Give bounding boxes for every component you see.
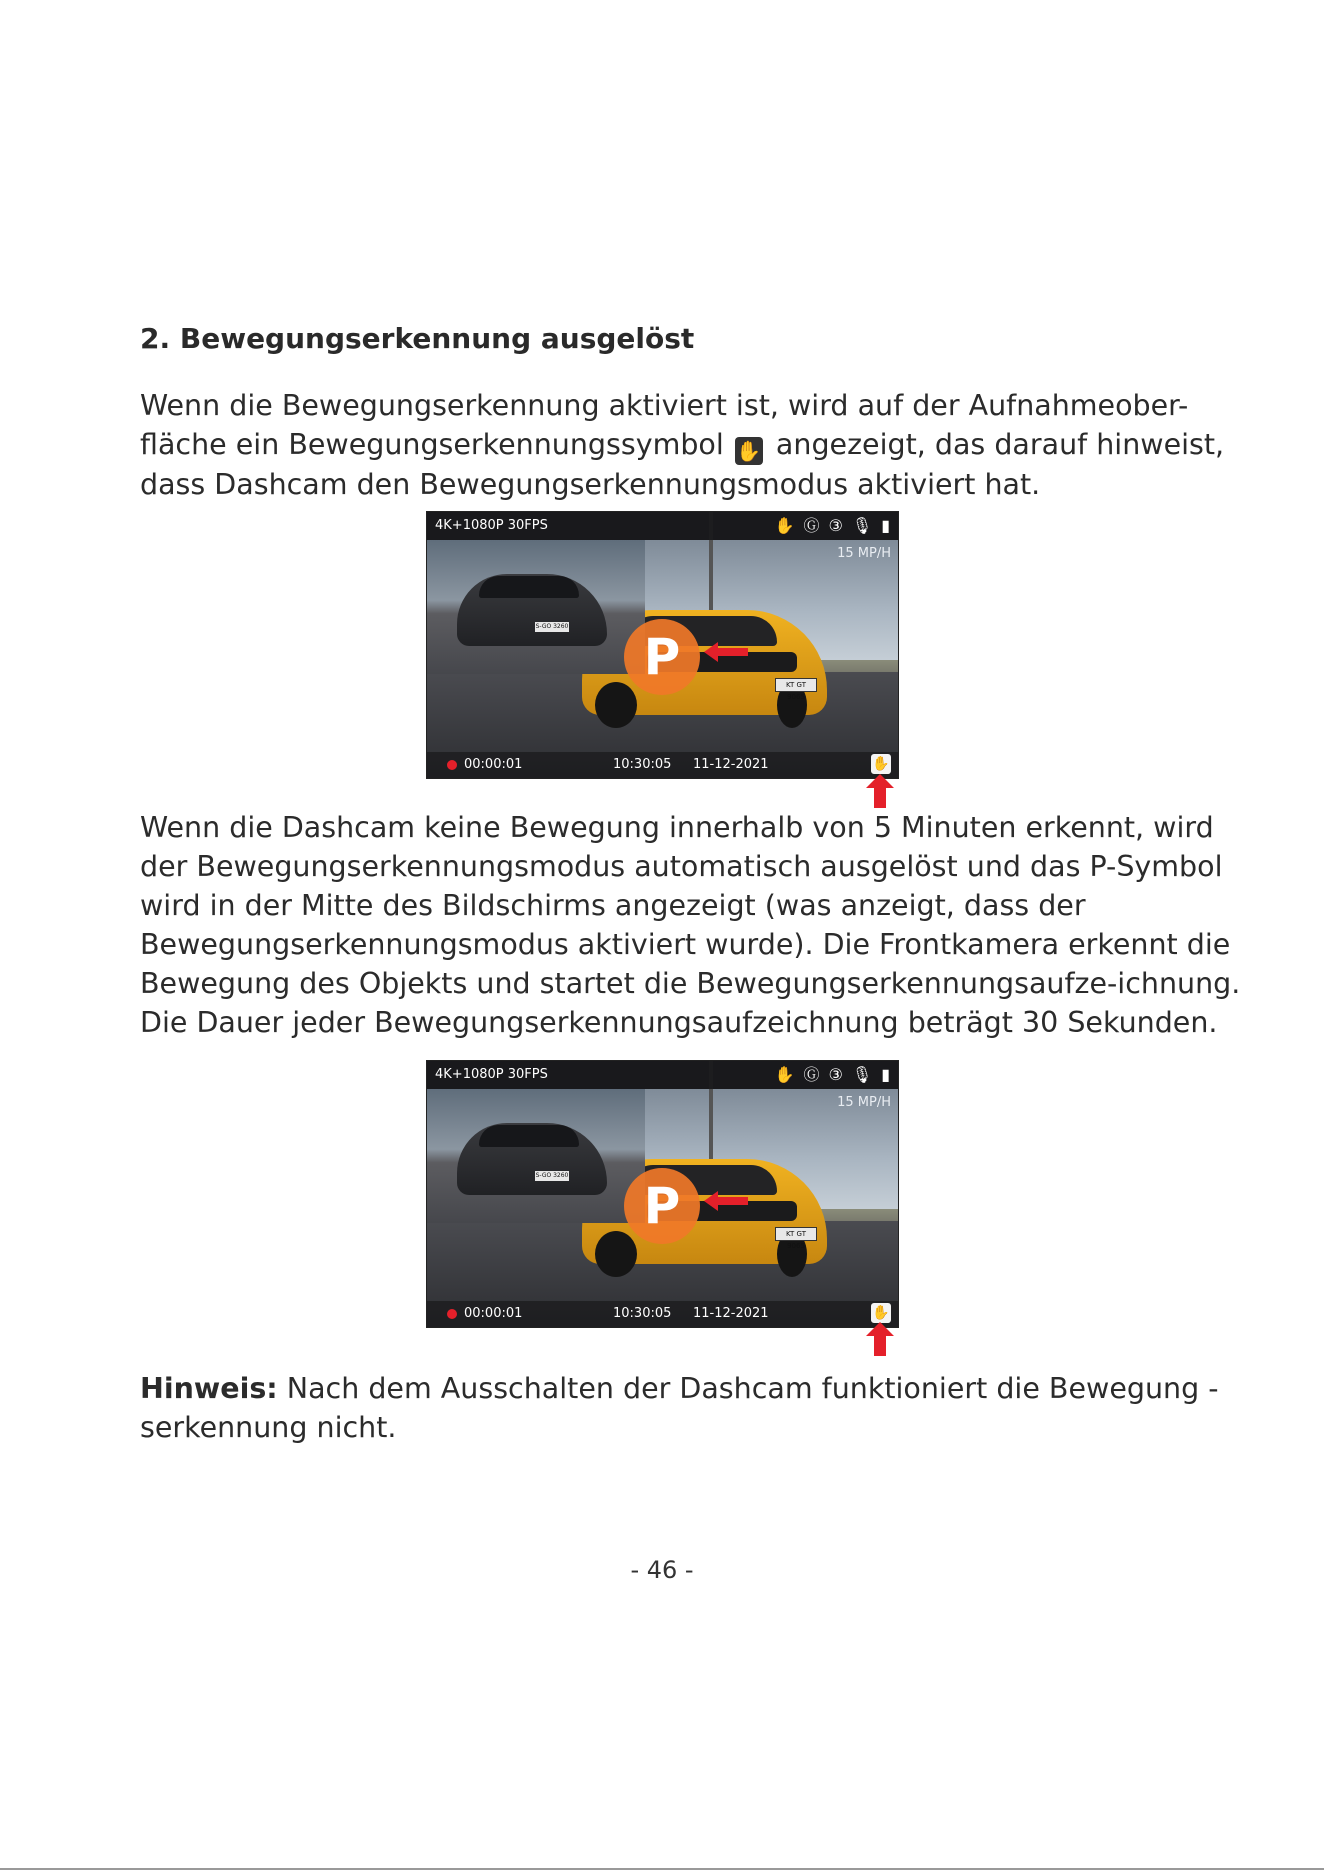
date: 11-12-2021 xyxy=(693,1306,769,1321)
intro-text-b: angezeigt, das darauf hinweist, dass Dashcam den Bewegungserkennungsmodus aktiviert hat. xyxy=(140,428,1225,501)
g-sensor-icon: ③ xyxy=(828,516,843,535)
car-wheel xyxy=(595,682,637,728)
motion-detection-icon: ✋ xyxy=(774,516,795,535)
gps-icon: Ⓖ xyxy=(803,516,820,535)
motion-detection-icon: ✋ xyxy=(736,439,762,463)
clock: 10:30:05 xyxy=(613,757,672,772)
record-dot-icon xyxy=(447,760,457,770)
date: 11-12-2021 xyxy=(693,757,769,772)
resolution-label: 4K+1080P 30FPS xyxy=(435,518,548,533)
bottom-bar xyxy=(427,1301,898,1327)
sd-card-icon: ▮ xyxy=(881,516,890,535)
body-paragraph: Wenn die Dashcam keine Bewegung innerhalb von 5 Minuten erkennt, wird der Bewegungserkennungsmodus automatisch ausgelöst und das P-Symbol wird in der Mitte des Bildschirms angezeigt (was anzeigt, dass der Bewegungserkennungsmodus aktiviert wurde). Die Frontkamera erkennt die Bewegung des Objekts und startet die Bewegungserkennungsaufze-ichnung. Die Dauer jeder Bewegungserkennungsaufzeichnung beträgt 30 Sekunden. xyxy=(140,811,1241,1039)
red-arrow-left-icon xyxy=(704,1191,748,1211)
dashcam-screen-1 xyxy=(426,511,899,779)
record-dot-icon xyxy=(447,1309,457,1319)
clock: 10:30:05 xyxy=(613,1306,672,1321)
pip-license-plate: S-GO 3260 xyxy=(535,1172,569,1179)
g-sensor-icon: ③ xyxy=(828,1065,843,1084)
sd-card-icon: ▮ xyxy=(881,1065,890,1084)
note-paragraph xyxy=(140,1369,1240,1447)
pip-license-plate: S-GO 3260 xyxy=(535,623,569,630)
gps-icon: Ⓖ xyxy=(803,1065,820,1084)
status-icons xyxy=(775,516,890,536)
microphone-icon: 🎙 xyxy=(851,1065,873,1084)
license-plate: KT GT 9065 xyxy=(775,1227,817,1241)
rear-camera-pip xyxy=(427,540,645,674)
intro-paragraph xyxy=(140,386,1240,504)
section-heading: 2. Bewegungserkennung ausgelöst xyxy=(140,322,695,355)
speed-readout: 15 MP/H xyxy=(837,1095,891,1110)
microphone-icon: 🎙 xyxy=(851,516,873,535)
red-arrow-up-icon xyxy=(866,1322,894,1356)
dashcam-screen-2 xyxy=(426,1060,899,1328)
note-label: Hinweis: xyxy=(140,1372,278,1405)
license-plate: KT GT 9065 xyxy=(775,678,817,692)
bottom-rule xyxy=(0,1868,1324,1870)
record-time: 00:00:01 xyxy=(464,1306,523,1321)
page-number: - 46 - xyxy=(630,1556,694,1584)
status-bar xyxy=(427,512,898,540)
motion-detection-icon: ✋ xyxy=(872,756,890,772)
note-text: Nach dem Ausschalten der Dashcam funktioniert die Bewegung -serkennung nicht. xyxy=(140,1372,1219,1444)
motion-detection-icon: ✋ xyxy=(774,1065,795,1084)
car-wheel xyxy=(595,1231,637,1277)
rear-camera-pip xyxy=(427,1089,645,1223)
speed-readout: 15 MP/H xyxy=(837,546,891,561)
motion-detection-icon: ✋ xyxy=(872,1305,890,1321)
red-arrow-up-icon xyxy=(866,774,894,808)
resolution-label: 4K+1080P 30FPS xyxy=(435,1067,548,1082)
parking-badge: P xyxy=(624,1168,700,1244)
intro-text-a: Wenn die Bewegungserkennung aktiviert ist, wird auf der Aufnahmeober-fläche ein Bewegungserkennungssymbol xyxy=(140,389,1189,461)
status-bar xyxy=(427,1061,898,1089)
status-icons xyxy=(775,1065,890,1085)
grey-car-windshield xyxy=(479,576,579,598)
red-arrow-left-icon xyxy=(704,642,748,662)
record-time: 00:00:01 xyxy=(464,757,523,772)
parking-badge: P xyxy=(624,619,700,695)
grey-car-windshield xyxy=(479,1125,579,1147)
bottom-bar xyxy=(427,752,898,778)
